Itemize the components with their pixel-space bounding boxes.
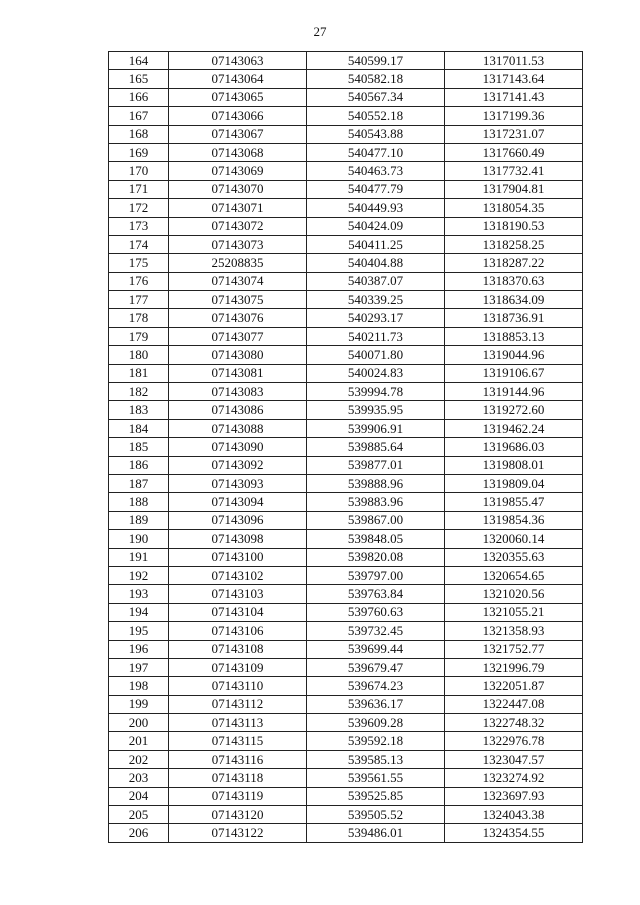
y-coordinate-cell: 1322976.78 xyxy=(445,732,583,750)
x-coordinate-cell: 539885.64 xyxy=(307,438,445,456)
row-number-cell: 186 xyxy=(109,456,169,474)
y-coordinate-cell: 1319855.47 xyxy=(445,493,583,511)
x-coordinate-cell: 540211.73 xyxy=(307,327,445,345)
point-id-cell: 07143064 xyxy=(169,70,307,88)
table-row xyxy=(109,474,583,492)
y-coordinate-cell: 1320654.65 xyxy=(445,566,583,584)
row-number-cell: 195 xyxy=(109,622,169,640)
row-number-cell: 167 xyxy=(109,107,169,125)
point-id-cell: 07143118 xyxy=(169,769,307,787)
x-coordinate-cell: 539877.01 xyxy=(307,456,445,474)
point-id-cell: 07143115 xyxy=(169,732,307,750)
coordinates-table xyxy=(108,51,583,843)
x-coordinate-cell: 539883.96 xyxy=(307,493,445,511)
point-id-cell: 07143066 xyxy=(169,107,307,125)
table-row xyxy=(109,346,583,364)
row-number-cell: 175 xyxy=(109,254,169,272)
row-number-cell: 187 xyxy=(109,474,169,492)
table-row xyxy=(109,769,583,787)
y-coordinate-cell: 1317011.53 xyxy=(445,52,583,70)
row-number-cell: 199 xyxy=(109,695,169,713)
row-number-cell: 188 xyxy=(109,493,169,511)
row-number-cell: 183 xyxy=(109,401,169,419)
table-row xyxy=(109,309,583,327)
point-id-cell: 07143092 xyxy=(169,456,307,474)
table-row xyxy=(109,143,583,161)
y-coordinate-cell: 1319809.04 xyxy=(445,474,583,492)
point-id-cell: 07143110 xyxy=(169,677,307,695)
table-row xyxy=(109,658,583,676)
row-number-cell: 196 xyxy=(109,640,169,658)
table-row xyxy=(109,824,583,842)
table-row xyxy=(109,456,583,474)
x-coordinate-cell: 539525.85 xyxy=(307,787,445,805)
y-coordinate-cell: 1321752.77 xyxy=(445,640,583,658)
table-row xyxy=(109,199,583,217)
y-coordinate-cell: 1319144.96 xyxy=(445,383,583,401)
row-number-cell: 181 xyxy=(109,364,169,382)
y-coordinate-cell: 1318736.91 xyxy=(445,309,583,327)
point-id-cell: 07143112 xyxy=(169,695,307,713)
y-coordinate-cell: 1321358.93 xyxy=(445,622,583,640)
x-coordinate-cell: 540424.09 xyxy=(307,217,445,235)
row-number-cell: 178 xyxy=(109,309,169,327)
row-number-cell: 184 xyxy=(109,419,169,437)
table-row xyxy=(109,732,583,750)
table-row xyxy=(109,493,583,511)
point-id-cell: 07143069 xyxy=(169,162,307,180)
table-row xyxy=(109,235,583,253)
point-id-cell: 07143102 xyxy=(169,566,307,584)
point-id-cell: 07143076 xyxy=(169,309,307,327)
table-row xyxy=(109,291,583,309)
y-coordinate-cell: 1323274.92 xyxy=(445,769,583,787)
row-number-cell: 189 xyxy=(109,511,169,529)
y-coordinate-cell: 1321055.21 xyxy=(445,603,583,621)
x-coordinate-cell: 539674.23 xyxy=(307,677,445,695)
table-row xyxy=(109,52,583,70)
y-coordinate-cell: 1322447.08 xyxy=(445,695,583,713)
x-coordinate-cell: 540567.34 xyxy=(307,88,445,106)
row-number-cell: 191 xyxy=(109,548,169,566)
x-coordinate-cell: 540477.10 xyxy=(307,143,445,161)
row-number-cell: 202 xyxy=(109,750,169,768)
table-row xyxy=(109,585,583,603)
table-row xyxy=(109,125,583,143)
point-id-cell: 07143094 xyxy=(169,493,307,511)
y-coordinate-cell: 1317143.64 xyxy=(445,70,583,88)
table-row xyxy=(109,272,583,290)
row-number-cell: 182 xyxy=(109,383,169,401)
y-coordinate-cell: 1319106.67 xyxy=(445,364,583,382)
table-row xyxy=(109,401,583,419)
x-coordinate-cell: 539699.44 xyxy=(307,640,445,658)
x-coordinate-cell: 539679.47 xyxy=(307,658,445,676)
point-id-cell: 25208835 xyxy=(169,254,307,272)
x-coordinate-cell: 539760.63 xyxy=(307,603,445,621)
row-number-cell: 179 xyxy=(109,327,169,345)
page-number: 27 xyxy=(313,24,327,39)
y-coordinate-cell: 1318287.22 xyxy=(445,254,583,272)
x-coordinate-cell: 540387.07 xyxy=(307,272,445,290)
y-coordinate-cell: 1317660.49 xyxy=(445,143,583,161)
row-number-cell: 204 xyxy=(109,787,169,805)
x-coordinate-cell: 539561.55 xyxy=(307,769,445,787)
x-coordinate-cell: 539820.08 xyxy=(307,548,445,566)
x-coordinate-cell: 539867.00 xyxy=(307,511,445,529)
point-id-cell: 07143116 xyxy=(169,750,307,768)
row-number-cell: 197 xyxy=(109,658,169,676)
row-number-cell: 205 xyxy=(109,806,169,824)
row-number-cell: 165 xyxy=(109,70,169,88)
y-coordinate-cell: 1317231.07 xyxy=(445,125,583,143)
x-coordinate-cell: 540024.83 xyxy=(307,364,445,382)
x-coordinate-cell: 539888.96 xyxy=(307,474,445,492)
y-coordinate-cell: 1319272.60 xyxy=(445,401,583,419)
x-coordinate-cell: 540543.88 xyxy=(307,125,445,143)
y-coordinate-cell: 1318190.53 xyxy=(445,217,583,235)
table-row xyxy=(109,566,583,584)
point-id-cell: 07143104 xyxy=(169,603,307,621)
row-number-cell: 193 xyxy=(109,585,169,603)
x-coordinate-cell: 539609.28 xyxy=(307,714,445,732)
point-id-cell: 07143063 xyxy=(169,52,307,70)
table-row xyxy=(109,787,583,805)
row-number-cell: 185 xyxy=(109,438,169,456)
point-id-cell: 07143120 xyxy=(169,806,307,824)
table-row xyxy=(109,438,583,456)
x-coordinate-cell: 539592.18 xyxy=(307,732,445,750)
point-id-cell: 07143106 xyxy=(169,622,307,640)
row-number-cell: 194 xyxy=(109,603,169,621)
row-number-cell: 173 xyxy=(109,217,169,235)
table-row xyxy=(109,88,583,106)
x-coordinate-cell: 540339.25 xyxy=(307,291,445,309)
y-coordinate-cell: 1321996.79 xyxy=(445,658,583,676)
y-coordinate-cell: 1317141.43 xyxy=(445,88,583,106)
x-coordinate-cell: 540463.73 xyxy=(307,162,445,180)
table-row xyxy=(109,107,583,125)
table-row xyxy=(109,695,583,713)
y-coordinate-cell: 1322748.32 xyxy=(445,714,583,732)
point-id-cell: 07143080 xyxy=(169,346,307,364)
point-id-cell: 07143067 xyxy=(169,125,307,143)
point-id-cell: 07143065 xyxy=(169,88,307,106)
point-id-cell: 07143072 xyxy=(169,217,307,235)
y-coordinate-cell: 1318634.09 xyxy=(445,291,583,309)
y-coordinate-cell: 1319462.24 xyxy=(445,419,583,437)
x-coordinate-cell: 540582.18 xyxy=(307,70,445,88)
y-coordinate-cell: 1318258.25 xyxy=(445,235,583,253)
row-number-cell: 176 xyxy=(109,272,169,290)
row-number-cell: 198 xyxy=(109,677,169,695)
table-row xyxy=(109,548,583,566)
table-row xyxy=(109,622,583,640)
point-id-cell: 07143096 xyxy=(169,511,307,529)
y-coordinate-cell: 1319854.36 xyxy=(445,511,583,529)
point-id-cell: 07143083 xyxy=(169,383,307,401)
x-coordinate-cell: 539636.17 xyxy=(307,695,445,713)
table-row xyxy=(109,640,583,658)
point-id-cell: 07143068 xyxy=(169,143,307,161)
table-row xyxy=(109,677,583,695)
y-coordinate-cell: 1319686.03 xyxy=(445,438,583,456)
row-number-cell: 200 xyxy=(109,714,169,732)
x-coordinate-cell: 539994.78 xyxy=(307,383,445,401)
row-number-cell: 168 xyxy=(109,125,169,143)
x-coordinate-cell: 539585.13 xyxy=(307,750,445,768)
row-number-cell: 170 xyxy=(109,162,169,180)
point-id-cell: 07143073 xyxy=(169,235,307,253)
y-coordinate-cell: 1322051.87 xyxy=(445,677,583,695)
x-coordinate-cell: 539505.52 xyxy=(307,806,445,824)
table-body xyxy=(109,52,583,843)
point-id-cell: 07143071 xyxy=(169,199,307,217)
row-number-cell: 164 xyxy=(109,52,169,70)
y-coordinate-cell: 1319044.96 xyxy=(445,346,583,364)
y-coordinate-cell: 1320355.63 xyxy=(445,548,583,566)
row-number-cell: 203 xyxy=(109,769,169,787)
row-number-cell: 171 xyxy=(109,180,169,198)
row-number-cell: 201 xyxy=(109,732,169,750)
x-coordinate-cell: 540477.79 xyxy=(307,180,445,198)
point-id-cell: 07143113 xyxy=(169,714,307,732)
point-id-cell: 07143103 xyxy=(169,585,307,603)
y-coordinate-cell: 1318370.63 xyxy=(445,272,583,290)
table-row xyxy=(109,419,583,437)
point-id-cell: 07143088 xyxy=(169,419,307,437)
table-row xyxy=(109,162,583,180)
point-id-cell: 07143093 xyxy=(169,474,307,492)
x-coordinate-cell: 539906.91 xyxy=(307,419,445,437)
x-coordinate-cell: 539797.00 xyxy=(307,566,445,584)
point-id-cell: 07143086 xyxy=(169,401,307,419)
table-row xyxy=(109,806,583,824)
x-coordinate-cell: 539763.84 xyxy=(307,585,445,603)
y-coordinate-cell: 1324354.55 xyxy=(445,824,583,842)
table-row xyxy=(109,714,583,732)
point-id-cell: 07143108 xyxy=(169,640,307,658)
point-id-cell: 07143090 xyxy=(169,438,307,456)
point-id-cell: 07143070 xyxy=(169,180,307,198)
point-id-cell: 07143077 xyxy=(169,327,307,345)
x-coordinate-cell: 540599.17 xyxy=(307,52,445,70)
row-number-cell: 180 xyxy=(109,346,169,364)
x-coordinate-cell: 539848.05 xyxy=(307,530,445,548)
x-coordinate-cell: 540293.17 xyxy=(307,309,445,327)
y-coordinate-cell: 1317904.81 xyxy=(445,180,583,198)
x-coordinate-cell: 539732.45 xyxy=(307,622,445,640)
table-row xyxy=(109,750,583,768)
table-row xyxy=(109,70,583,88)
table-row xyxy=(109,511,583,529)
x-coordinate-cell: 539935.95 xyxy=(307,401,445,419)
point-id-cell: 07143100 xyxy=(169,548,307,566)
table-row xyxy=(109,254,583,272)
table-row xyxy=(109,383,583,401)
point-id-cell: 07143119 xyxy=(169,787,307,805)
row-number-cell: 192 xyxy=(109,566,169,584)
y-coordinate-cell: 1317199.36 xyxy=(445,107,583,125)
table-row xyxy=(109,364,583,382)
y-coordinate-cell: 1321020.56 xyxy=(445,585,583,603)
x-coordinate-cell: 540404.88 xyxy=(307,254,445,272)
x-coordinate-cell: 539486.01 xyxy=(307,824,445,842)
point-id-cell: 07143075 xyxy=(169,291,307,309)
row-number-cell: 166 xyxy=(109,88,169,106)
y-coordinate-cell: 1320060.14 xyxy=(445,530,583,548)
row-number-cell: 190 xyxy=(109,530,169,548)
row-number-cell: 177 xyxy=(109,291,169,309)
point-id-cell: 07143074 xyxy=(169,272,307,290)
y-coordinate-cell: 1318054.35 xyxy=(445,199,583,217)
y-coordinate-cell: 1323697.93 xyxy=(445,787,583,805)
table-row xyxy=(109,217,583,235)
y-coordinate-cell: 1318853.13 xyxy=(445,327,583,345)
row-number-cell: 172 xyxy=(109,199,169,217)
point-id-cell: 07143098 xyxy=(169,530,307,548)
y-coordinate-cell: 1317732.41 xyxy=(445,162,583,180)
y-coordinate-cell: 1323047.57 xyxy=(445,750,583,768)
y-coordinate-cell: 1324043.38 xyxy=(445,806,583,824)
x-coordinate-cell: 540449.93 xyxy=(307,199,445,217)
x-coordinate-cell: 540411.25 xyxy=(307,235,445,253)
x-coordinate-cell: 540552.18 xyxy=(307,107,445,125)
y-coordinate-cell: 1319808.01 xyxy=(445,456,583,474)
table-row xyxy=(109,603,583,621)
point-id-cell: 07143081 xyxy=(169,364,307,382)
table-row xyxy=(109,327,583,345)
row-number-cell: 174 xyxy=(109,235,169,253)
point-id-cell: 07143122 xyxy=(169,824,307,842)
table-row xyxy=(109,530,583,548)
point-id-cell: 07143109 xyxy=(169,658,307,676)
x-coordinate-cell: 540071.80 xyxy=(307,346,445,364)
table-row xyxy=(109,180,583,198)
row-number-cell: 169 xyxy=(109,143,169,161)
row-number-cell: 206 xyxy=(109,824,169,842)
